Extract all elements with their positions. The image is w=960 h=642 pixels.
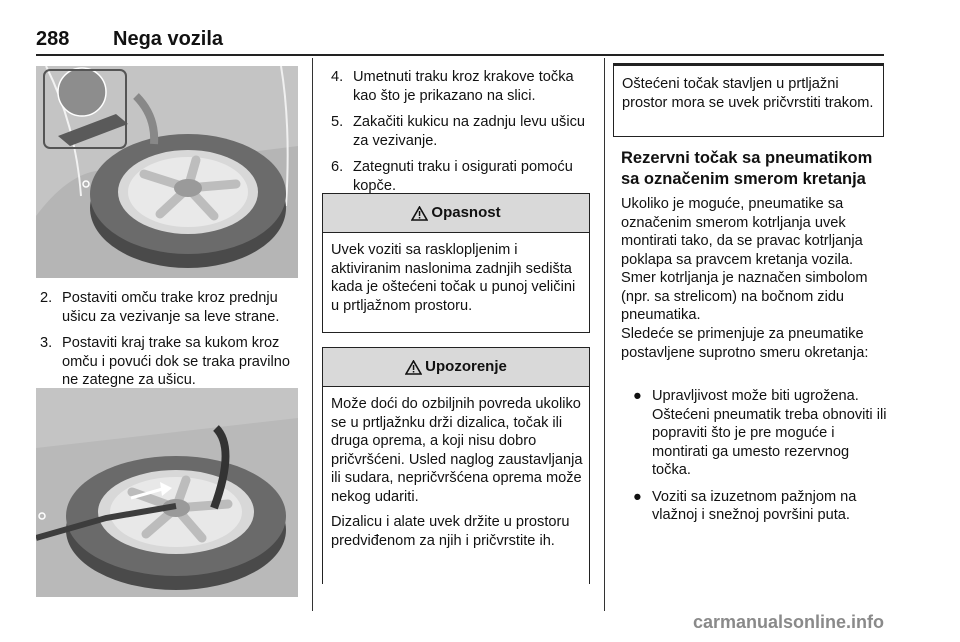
danger-body: Uvek voziti sa rasklopljenim i aktiviranim naslonima zadnjih sedišta kada je oštećeni točak u punoj veličini u prtljažnom prostoru. bbox=[331, 242, 576, 314]
instruction-steps-part1 bbox=[40, 289, 300, 398]
spare-wheel-strap-illustration-1 bbox=[36, 66, 298, 278]
instruction-steps-part2 bbox=[331, 68, 601, 203]
warning-title: Upozorenje bbox=[425, 357, 507, 375]
bullet-list bbox=[621, 387, 891, 533]
danger-box bbox=[322, 193, 590, 333]
warning-triangle-icon bbox=[411, 206, 428, 221]
page-number: 288 bbox=[36, 28, 70, 50]
warning-body: Može doći do ozbiljnih povreda ukoliko se u prtljažnku drži dizalica, točak ili druga oprema, a koji nisu dobro pričvršćeni. Usled naglog zaustavljanja ili sudara, nepričvršćena oprema može nekog udariti. Dizalicu i alate uvek držite u prostoru predviđenom za njih i pričvrstite ih. bbox=[331, 396, 583, 549]
section-heading: Rezervni točak sa pneumatikom sa označenim smerom kretanja bbox=[621, 149, 873, 188]
list-item: 4. Umetnuti traku kroz krakove točka kao što je prikazano na slici. bbox=[331, 69, 574, 104]
list-item: 3. Postaviti kraj trake sa kukom kroz omču i povući dok se traka pravilno ne zategne za ušicu. bbox=[40, 335, 290, 388]
column-divider-left bbox=[312, 58, 313, 611]
paragraph-opposite-direction: Sledeće se primenjuje za pneumatike postavljene suprotno smeru okretanja: bbox=[621, 326, 869, 361]
header-divider bbox=[36, 54, 884, 56]
list-item: ● Voziti sa izuzetnom pažnjom na vlažnoj i snežnoj površini puta. bbox=[633, 488, 857, 523]
page-title: Nega vozila bbox=[113, 28, 224, 50]
warning-triangle-icon bbox=[405, 360, 422, 375]
list-item: 2. Postaviti omču trake kroz prednju ušicu za vezivanje sa leve strane. bbox=[40, 290, 280, 325]
danger-header bbox=[323, 193, 589, 233]
warning-header bbox=[323, 347, 589, 387]
list-item: ● Upravljivost može biti ugrožena. Oštećeni pneumatik treba obnoviti ili popraviti što je pre moguće i montirati ga umesto rezervnog točka. bbox=[633, 388, 887, 478]
list-item: 6. Zategnuti traku i osigurati pomoću kopče. bbox=[331, 159, 573, 194]
watermark: carmanualsonline.info bbox=[693, 612, 885, 632]
spare-wheel-strap-illustration-2 bbox=[36, 388, 298, 597]
warning-box bbox=[322, 347, 590, 584]
list-item: 5. Zakačiti kukicu na zadnju levu ušicu za vezivanje. bbox=[331, 114, 585, 149]
note-box: Oštećeni točak stavljen u prtljažni prostor mora se uvek pričvrstiti trakom. bbox=[613, 63, 884, 137]
column-divider-right bbox=[604, 58, 605, 611]
paragraph-rolling-direction: Ukoliko je moguće, pneumatike sa označenim smerom kotrljanja uvek montirati tako, da se pravac kotrljanja poklapa sa pravcem kretanja vozila. Smer kotrljanja je naznačen simbolom (npr. sa strelicom) na bočnom zidu pneumatika. bbox=[621, 196, 868, 323]
danger-title: Opasnost bbox=[431, 203, 501, 221]
